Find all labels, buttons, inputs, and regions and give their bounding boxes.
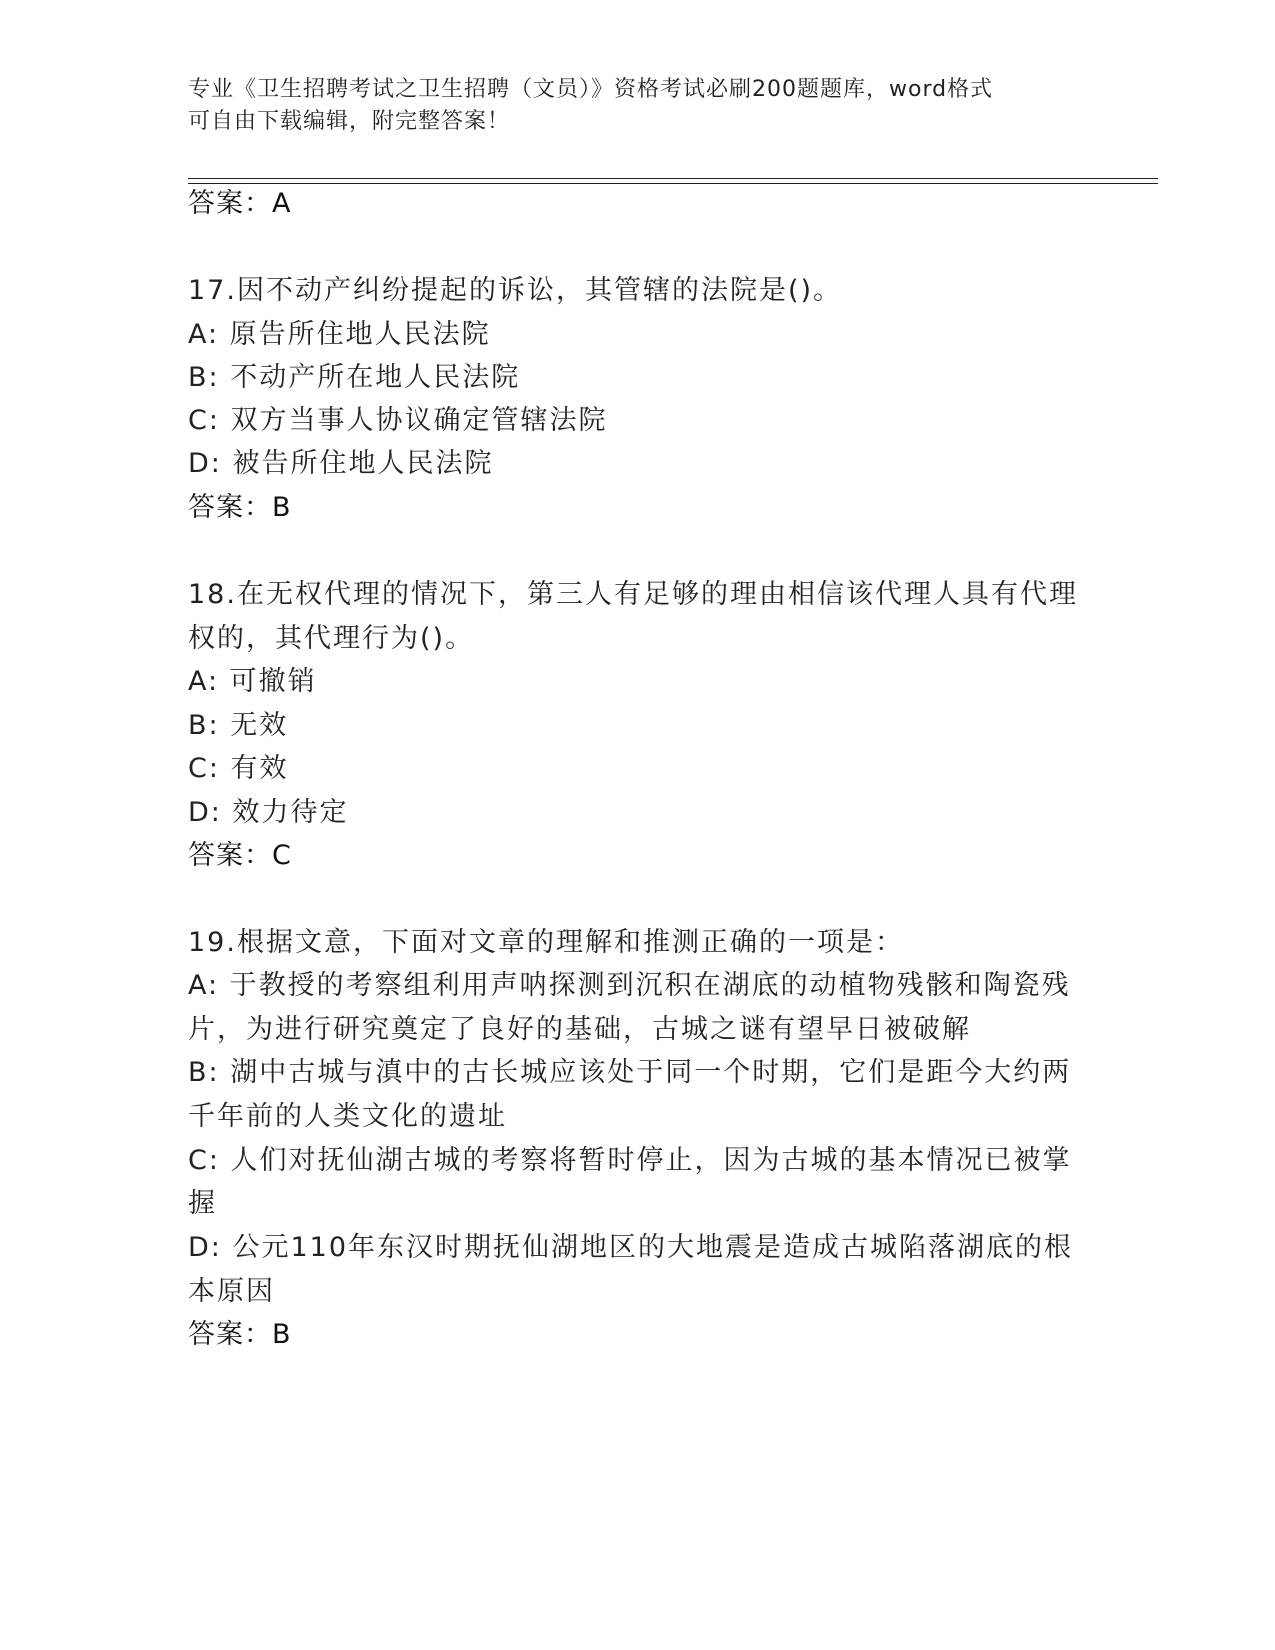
q17-answer: 答案：B: [188, 492, 292, 523]
q18-option-d: D: 效力待定: [188, 797, 349, 828]
q18-option-c: C: 有效: [188, 753, 289, 784]
header-line-2: 可自由下载编辑，附完整答案！: [188, 109, 511, 134]
q18-option-b: B: 无效: [188, 710, 289, 741]
q19-option-a-line-2: 片，为进行研究奠定了良好的基础，古城之谜有望早日被破解: [188, 1014, 971, 1045]
header-line-1: 专业《卫生招聘考试之卫生招聘（文员）》资格考试必刷200题题库，word格式: [188, 77, 994, 102]
q19-option-d-line-2: 本原因: [188, 1276, 275, 1307]
q19-stem: 19.根据文意，下面对文章的理解和推测正确的一项是：: [188, 927, 904, 958]
q19-option-b-line-1: B: 湖中古城与滇中的古长城应该处于同一个时期，它们是距今大约两: [188, 1057, 1072, 1088]
previous-answer: 答案：A: [188, 188, 292, 219]
q18-answer: 答案：C: [188, 840, 292, 871]
q17-option-d: D: 被告所住地人民法院: [188, 448, 494, 479]
q17-stem: 17.因不动产纠纷提起的诉讼，其管辖的法院是()。: [188, 275, 843, 306]
q19-option-b-line-2: 千年前的人类文化的遗址: [188, 1101, 507, 1132]
q19-option-d-line-1: D: 公元110年东汉时期抚仙湖地区的大地震是造成古城陷落湖底的根: [188, 1232, 1074, 1263]
page-header: [188, 74, 1088, 138]
q19-option-c-line-1: C: 人们对抚仙湖古城的考察将暂时停止，因为古城的基本情况已被掌: [188, 1145, 1072, 1176]
q18-stem-line-2: 权的，其代理行为()。: [188, 623, 475, 654]
q18-option-a: A: 可撤销: [188, 666, 317, 697]
q19-option-a-line-1: A: 于教授的考察组利用声呐探测到沉积在湖底的动植物残骸和陶瓷残: [188, 970, 1071, 1001]
q17-option-c: C: 双方当事人协议确定管辖法院: [188, 405, 608, 436]
header-rule-top: [188, 178, 1158, 179]
q18-stem-line-1: 18.在无权代理的情况下，第三人有足够的理由相信该代理人具有代理: [188, 579, 1078, 610]
q17-option-a: A: 原告所住地人民法院: [188, 319, 491, 350]
q17-option-b: B: 不动产所在地人民法院: [188, 362, 521, 393]
q19-option-c-line-2: 握: [188, 1188, 217, 1219]
q19-answer: 答案：B: [188, 1319, 292, 1350]
